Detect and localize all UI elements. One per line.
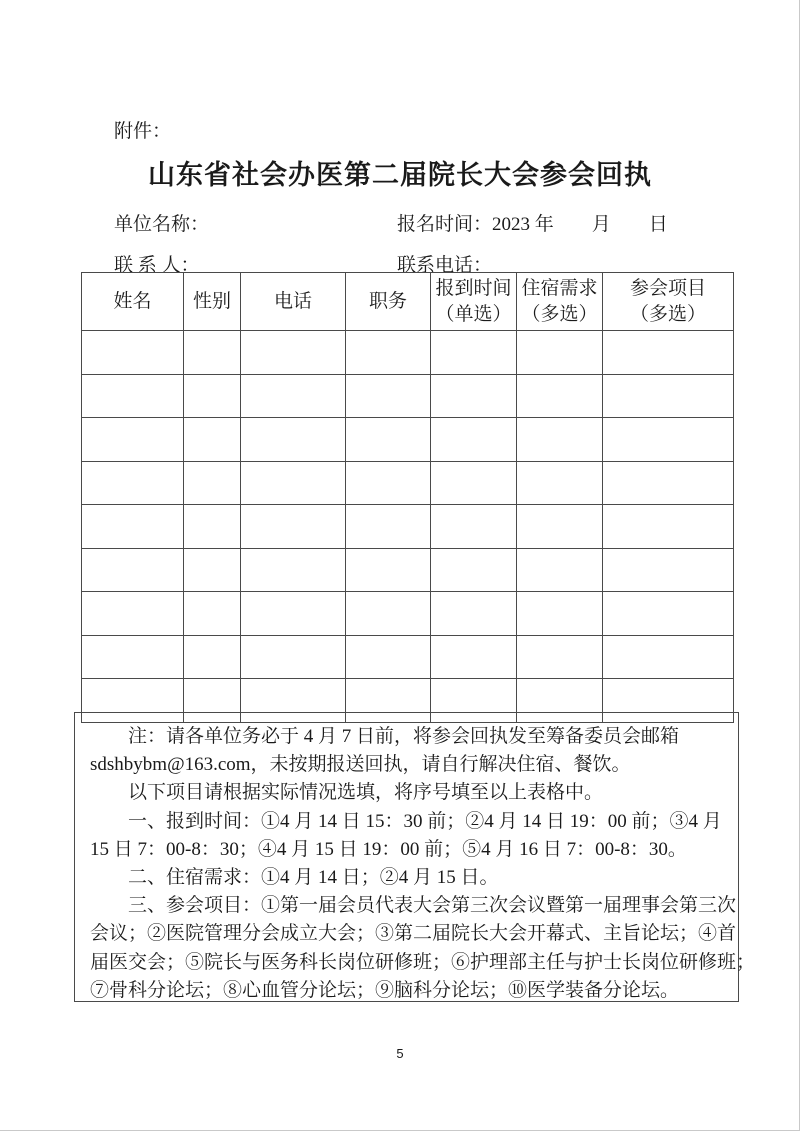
note-line: 三、参会项目：①第一届会员代表大会第三次会议暨第一届理事会第三次 [128, 895, 737, 917]
table-cell-empty [603, 331, 734, 375]
table-cell-empty [82, 635, 184, 679]
table-cell-empty [517, 592, 603, 636]
table-cell-empty [603, 548, 734, 592]
table-cell-empty [241, 331, 346, 375]
table-cell-empty [82, 592, 184, 636]
attendee-table [81, 272, 734, 723]
column-header-lodging-need [517, 273, 603, 331]
table-row [82, 418, 734, 462]
registration-time-value: 2023 年 月 日 [492, 214, 668, 235]
table-cell-empty [82, 548, 184, 592]
column-header-label: 职务 [368, 290, 407, 312]
table-cell-empty [346, 505, 431, 549]
column-header-gender [184, 273, 241, 331]
notes-box [74, 712, 756, 1002]
table-row [82, 374, 734, 418]
table-cell-empty [346, 331, 431, 375]
table-cell-empty [517, 635, 603, 679]
table-row [82, 592, 734, 636]
note-line: 届医交会；⑤院长与医务科长岗位研修班；⑥护理部主任与护士长岗位研修班； [90, 951, 756, 973]
note-line: sdshbybm@163.com，未按期报送回执，请自行解决住宿、餐饮。 [90, 754, 631, 776]
table-cell-empty [82, 461, 184, 505]
table-cell-empty [346, 548, 431, 592]
contact-person-label: 联 系 人： [114, 255, 200, 276]
table-cell-empty [184, 331, 241, 375]
table-cell-empty [184, 461, 241, 505]
table-cell-empty [603, 374, 734, 418]
table-cell-empty [431, 505, 517, 549]
table-cell-empty [603, 418, 734, 462]
table-cell-empty [82, 505, 184, 549]
table-cell-empty [517, 374, 603, 418]
table-cell-empty [346, 374, 431, 418]
column-header-name [82, 273, 184, 331]
page-number: 5 [396, 1046, 404, 1061]
table-cell-empty [603, 635, 734, 679]
table-cell-empty [346, 592, 431, 636]
table-cell-empty [431, 418, 517, 462]
table-cell-empty [184, 592, 241, 636]
table-cell-empty [603, 592, 734, 636]
table-row [82, 461, 734, 505]
table-body [82, 331, 734, 723]
table-cell-empty [431, 461, 517, 505]
table-row [82, 548, 734, 592]
column-header-label: 姓名 [113, 290, 152, 312]
registration-time-field [397, 209, 668, 236]
table-cell-empty [241, 635, 346, 679]
column-header-label: 电话 [273, 290, 312, 312]
table-cell-empty [184, 548, 241, 592]
table-cell-empty [82, 418, 184, 462]
column-header-sublabel: （多选） [629, 303, 706, 325]
table-cell-empty [603, 505, 734, 549]
table-cell-empty [517, 331, 603, 375]
table-cell-empty [184, 635, 241, 679]
note-line: 二、住宿需求：①4 月 14 日；②4 月 15 日。 [128, 867, 499, 889]
note-line: ⑦骨科分论坛；⑧心血管分论坛；⑨脑科分论坛；⑩医学装备分论坛。 [90, 979, 680, 1001]
table-cell-empty [241, 592, 346, 636]
column-header-checkin-time [431, 273, 517, 331]
table-header-row [82, 273, 734, 331]
table-cell-empty [431, 635, 517, 679]
column-header-sublabel: （多选） [521, 303, 598, 325]
table-cell-empty [431, 374, 517, 418]
table-cell-empty [431, 592, 517, 636]
table-cell-empty [603, 461, 734, 505]
table-cell-empty [241, 505, 346, 549]
unit-name-label: 单位名称： [114, 214, 210, 235]
table-cell-empty [184, 418, 241, 462]
table-cell-empty [241, 374, 346, 418]
note-line: 以下项目请根据实际情况选填，将序号填至以上表格中。 [128, 782, 604, 804]
table-cell-empty [241, 418, 346, 462]
note-line: 一、报到时间：①4 月 14 日 15：30 前；②4 月 14 日 19：00 前；③4 月 [128, 810, 722, 832]
table-row [82, 505, 734, 549]
table-cell-empty [517, 461, 603, 505]
note-line: 会议；②医院管理分会成立大会；③第二届院长大会开幕式、主旨论坛；④首 [90, 923, 737, 945]
table-cell-empty [431, 331, 517, 375]
table-cell-empty [82, 374, 184, 418]
column-header-label: 参会项目 [629, 277, 706, 299]
attachment-label: 附件： [114, 121, 172, 142]
table-cell-empty [517, 418, 603, 462]
table-cell-empty [82, 331, 184, 375]
column-header-phone [241, 273, 346, 331]
table-cell-empty [241, 461, 346, 505]
table-cell-empty [431, 548, 517, 592]
table-row [82, 635, 734, 679]
column-header-label: 住宿需求 [521, 277, 598, 299]
page-title: 山东省社会办医第二届院长大会参会回执 [148, 160, 652, 190]
column-header-label: 性别 [192, 290, 231, 312]
table-cell-empty [517, 548, 603, 592]
table-cell-empty [184, 374, 241, 418]
table-cell-empty [184, 505, 241, 549]
note-line: 注：请各单位务必于 4 月 7 日前，将参会回执发至筹备委员会邮箱 [128, 726, 680, 747]
column-header-label: 报到时间 [435, 277, 512, 299]
table-row [82, 331, 734, 375]
column-header-sublabel: （单选） [435, 303, 512, 325]
table-cell-empty [346, 418, 431, 462]
table-cell-empty [241, 548, 346, 592]
registration-time-label: 报名时间： [397, 214, 493, 235]
table-cell-empty [346, 461, 431, 505]
contact-phone-label: 联系电话： [397, 255, 493, 276]
note-line: 15 日 7：00-8：30；④4 月 15 日 19：00 前；⑤4 月 16 日 7：00-8：30。 [90, 838, 687, 860]
table-cell-empty [517, 505, 603, 549]
column-header-conference-items [603, 273, 734, 331]
table-cell-empty [346, 635, 431, 679]
column-header-position [346, 273, 431, 331]
